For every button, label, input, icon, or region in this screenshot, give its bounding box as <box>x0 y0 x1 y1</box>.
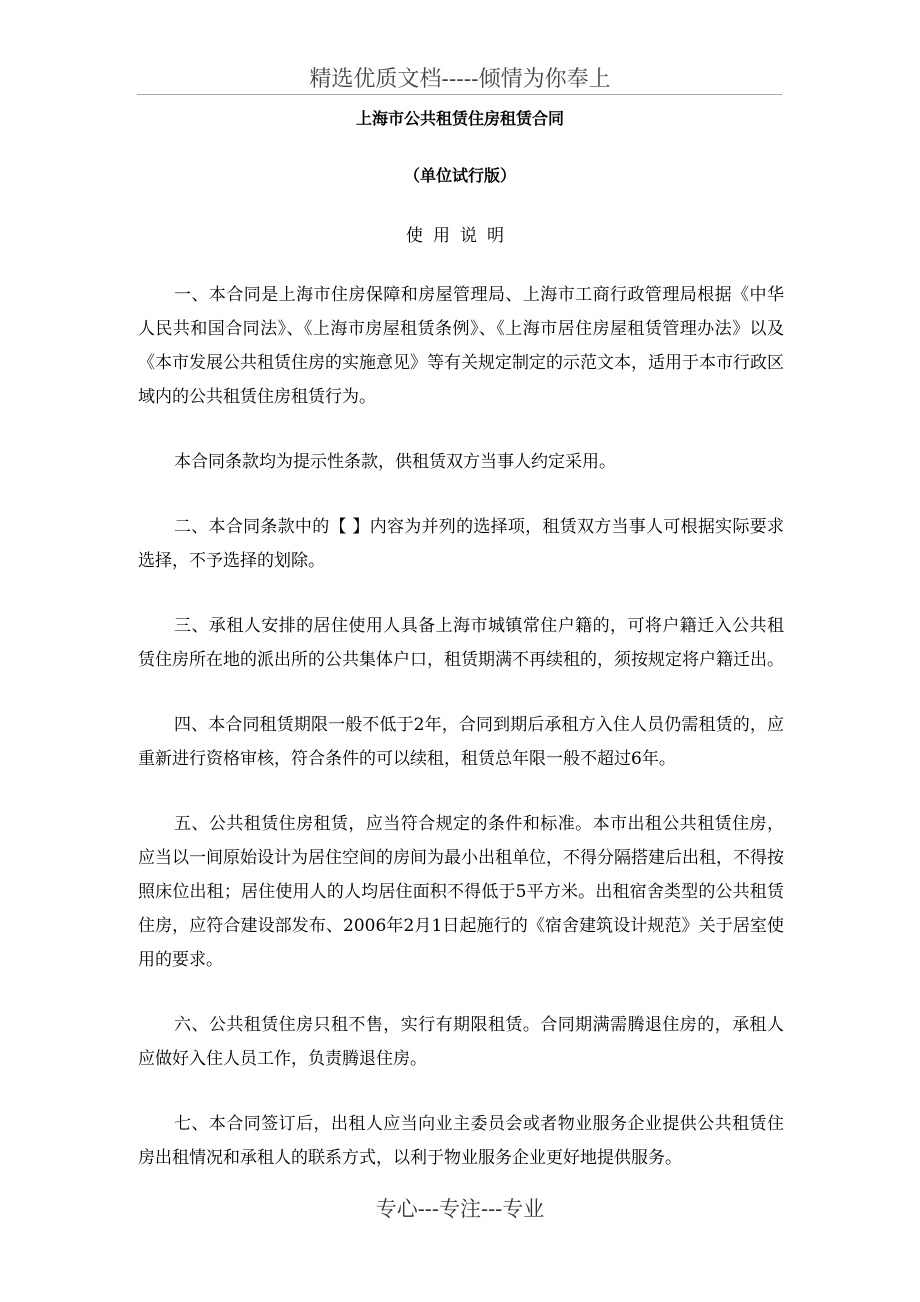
page-footer: 专心---专注---专业 <box>375 1197 545 1221</box>
paragraph-3: 二、本合同条款中的【 】内容为并列的选择项，租赁双方当事人可根据实际要求选择，不予选择的划除。 <box>138 517 784 571</box>
paragraph-1: 一、本合同是上海市住房保障和房屋管理局、上海市工商行政管理局根据《中华人民共和国合同法》、《上海市房屋租赁条例》、《上海市居住房屋租赁管理办法》以及《本市发展公共租赁住房的实施意见》等有关规定制定的示范文本，适用于本市行政区域内的公共租赁住房租赁行为。 <box>138 285 784 407</box>
paragraph-7: 六、公共租赁住房只租不售，实行有期限租赁。合同期满需腾退住房的，承租人应做好入住人员工作，负责腾退住房。 <box>138 1015 784 1069</box>
paragraph-5: 四、本合同租赁期限一般不低于2年，合同到期后承租方入住人员仍需租赁的，应重新进行资格审核，符合条件的可以续租，租赁总年限一般不超过6年。 <box>138 715 784 769</box>
document-title: 上海市公共租赁住房租赁合同 <box>355 109 564 128</box>
header-divider <box>137 94 782 95</box>
page-header: 精选优质文档-----倾情为你奉上 <box>309 67 611 92</box>
paragraph-8: 七、本合同签订后，出租人应当向业主委员会或者物业服务企业提供公共租赁住房出租情况和承租人的联系方式，以利于物业服务企业更好地提供服务。 <box>138 1114 784 1168</box>
paragraph-4: 三、承租人安排的居住使用人具备上海市城镇常住户籍的，可将户籍迁入公共租赁住房所在地的派出所的公共集体户口，租赁期满不再续租的，须按规定将户籍迁出。 <box>138 616 784 670</box>
document-body <box>138 278 784 1206</box>
paragraph-6: 五、公共租赁住房租赁，应当符合规定的条件和标准。本市出租公共租赁住房，应当以一间原始设计为居住空间的房间为最小出租单位，不得分隔搭建后出租，不得按照床位出租；居住使用人的人均居住面积不得低于5平方米。出租宿舍类型的公共租赁住房，应符合建设部发布、2006年2月1日起施行的《宿舍建筑设计规范》关于居室使用的要求。 <box>138 814 784 970</box>
section-title: 使用说明 <box>406 226 514 246</box>
document-subtitle: （单位试行版） <box>403 166 516 185</box>
paragraph-2: 本合同条款均为提示性条款，供租赁双方当事人约定采用。 <box>174 452 616 472</box>
